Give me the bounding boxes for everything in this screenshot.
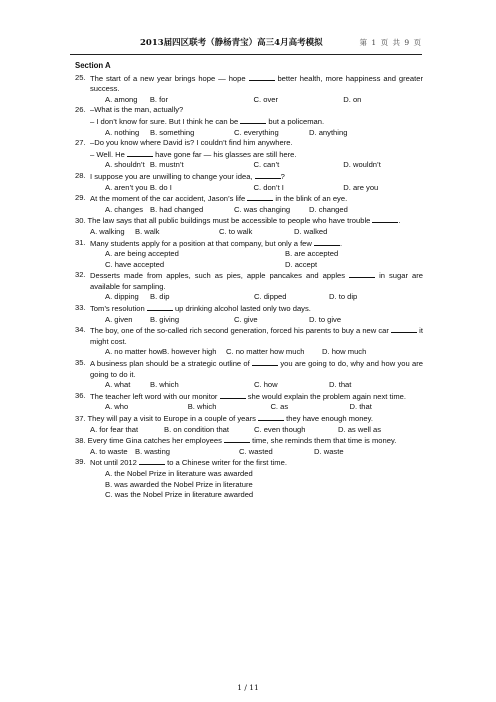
answer-option[interactable]: D. changed bbox=[309, 204, 348, 214]
answer-option[interactable]: B. had changed bbox=[150, 204, 204, 214]
question-stem bbox=[75, 270, 423, 292]
question-stem-text: At the moment of the car accident, Jason’s life bbox=[90, 194, 248, 204]
answer-option[interactable]: C. how bbox=[254, 380, 278, 390]
answer-blank bbox=[220, 391, 246, 399]
answer-option[interactable]: D. accept bbox=[285, 259, 318, 269]
answer-option[interactable]: A. who bbox=[105, 402, 129, 412]
options-row bbox=[75, 447, 423, 458]
options-row bbox=[90, 380, 423, 391]
answer-option[interactable]: A. to waste bbox=[90, 446, 128, 456]
question-item bbox=[75, 238, 423, 271]
options-row bbox=[90, 160, 423, 171]
question-number: 27. bbox=[75, 138, 86, 148]
question-stem-text: Not until 2012 bbox=[90, 458, 139, 468]
question-stem-text: I suppose you are unwilling to change your idea, bbox=[90, 171, 255, 181]
answer-option[interactable]: C. even though bbox=[254, 424, 306, 434]
answer-option[interactable]: A. given bbox=[105, 314, 133, 324]
question-item bbox=[75, 435, 423, 457]
answer-option[interactable]: D. anything bbox=[309, 127, 348, 137]
question-number: 39. bbox=[75, 457, 86, 467]
question-stem-text: up drinking alcohol lasted only two days. bbox=[172, 304, 311, 314]
answer-blank bbox=[349, 270, 375, 278]
answer-option[interactable]: B. was awarded the Nobel Prize in literature bbox=[105, 479, 253, 489]
answer-option[interactable]: C. don’t I bbox=[253, 182, 284, 192]
answer-blank bbox=[255, 171, 281, 179]
answer-option[interactable]: B. for bbox=[149, 94, 169, 104]
answer-option[interactable]: B. mustn’t bbox=[149, 160, 184, 170]
options-row bbox=[90, 292, 423, 303]
answer-option[interactable]: C. everything bbox=[234, 127, 279, 137]
question-stem-text: better health, more happiness and greater success. bbox=[90, 73, 423, 94]
answer-option[interactable]: D. to dip bbox=[329, 292, 358, 302]
question-number: 35. bbox=[75, 358, 86, 368]
question-stem-text: The boy, one of the so-called rich second generation, forced his parents to buy a new car bbox=[90, 326, 392, 336]
answer-option[interactable]: A. what bbox=[105, 380, 131, 390]
dialogue-reply-text: – Well. He bbox=[90, 149, 127, 159]
dialogue-reply-text: – I don’t know for sure. But I think he can be bbox=[90, 116, 241, 126]
question-stem bbox=[75, 435, 423, 447]
question-item bbox=[75, 457, 423, 500]
answer-option[interactable]: A. walking bbox=[90, 226, 125, 236]
options-row bbox=[90, 183, 423, 194]
dialogue-reply-text: have gone far — his glasses are still here. bbox=[153, 149, 297, 159]
question-stem-text: The teacher left word with our monitor bbox=[90, 391, 220, 401]
question-stem bbox=[75, 237, 423, 250]
section-title: Section A bbox=[75, 61, 111, 70]
question-stem bbox=[75, 303, 423, 315]
question-number: 33. bbox=[75, 303, 86, 313]
question-item bbox=[75, 358, 423, 391]
question-number: 28. bbox=[75, 170, 86, 180]
question-item bbox=[75, 171, 423, 193]
answer-option[interactable]: C. was changing bbox=[234, 204, 291, 214]
question-number: 38. bbox=[75, 436, 88, 446]
page-footer: 1 / 11 bbox=[237, 683, 259, 692]
question-stem-text: it might cost. bbox=[90, 326, 423, 346]
question-stem bbox=[75, 105, 423, 116]
options-row bbox=[90, 95, 423, 106]
answer-option[interactable]: B. however high bbox=[162, 347, 217, 357]
page-header bbox=[70, 36, 422, 55]
question-stem bbox=[75, 390, 423, 403]
question-stem bbox=[75, 457, 423, 469]
answer-option[interactable]: C. no matter how much bbox=[226, 347, 305, 357]
question-stem bbox=[75, 358, 423, 380]
question-stem-text: they have enough money. bbox=[284, 414, 373, 423]
question-number: 37. bbox=[75, 414, 88, 423]
question-item bbox=[75, 303, 423, 325]
question-stem-text: she would explain the problem again next time. bbox=[245, 391, 406, 401]
question-number: 32. bbox=[75, 270, 86, 280]
question-stem bbox=[75, 72, 423, 95]
answer-option[interactable]: B. something bbox=[150, 127, 195, 137]
answer-option[interactable]: D. on bbox=[343, 94, 362, 104]
options-row bbox=[75, 227, 423, 238]
page-indicator: 第 1 页 共 9 页 bbox=[359, 38, 422, 47]
answer-option[interactable]: C. wasted bbox=[239, 446, 273, 456]
answer-option[interactable]: D. are you bbox=[343, 182, 379, 192]
answer-option[interactable]: A. dipping bbox=[105, 292, 139, 302]
answer-option[interactable]: A. changes bbox=[105, 204, 143, 214]
answer-option[interactable]: A. nothing bbox=[105, 127, 140, 137]
answer-option[interactable]: B. giving bbox=[150, 314, 180, 324]
answer-option[interactable]: A. aren’t you bbox=[105, 182, 148, 192]
answer-option[interactable]: D. how much bbox=[322, 347, 367, 357]
answer-blank bbox=[314, 238, 343, 248]
question-item bbox=[75, 138, 423, 171]
answer-blank bbox=[249, 73, 275, 81]
question-item bbox=[75, 73, 423, 106]
question-stem bbox=[75, 193, 423, 205]
answer-option[interactable]: A. no matter how bbox=[105, 347, 163, 357]
options-row bbox=[90, 205, 423, 216]
answer-option[interactable]: C. give bbox=[234, 314, 258, 324]
options-row bbox=[90, 249, 423, 260]
answer-option[interactable]: A. are being accepted bbox=[105, 249, 179, 259]
answer-option[interactable]: D. that bbox=[349, 402, 372, 412]
answer-option[interactable]: D. waste bbox=[314, 446, 344, 456]
question-stem-text: . bbox=[398, 216, 401, 226]
answer-blank bbox=[127, 149, 153, 157]
question-item bbox=[75, 325, 423, 358]
question-item bbox=[75, 391, 423, 413]
question-stem-text: . bbox=[340, 238, 343, 248]
answer-blank bbox=[372, 215, 401, 226]
options-row bbox=[90, 402, 423, 413]
question-stem-text: Many students apply for a position at that company, but only a few bbox=[90, 238, 315, 248]
answer-option[interactable]: C. dipped bbox=[254, 292, 287, 302]
question-number: 30. bbox=[75, 216, 88, 226]
answer-option[interactable]: B. wasting bbox=[135, 446, 171, 456]
question-stem-text: Tom’s resolution bbox=[90, 304, 147, 314]
answer-option[interactable]: A. the Nobel Prize in literature was awarded bbox=[105, 468, 253, 478]
question-stem-text: ? bbox=[280, 171, 285, 181]
answer-blank bbox=[391, 325, 417, 333]
dialogue-reply-text: but a policeman. bbox=[266, 116, 325, 126]
dialogue-reply bbox=[90, 116, 423, 128]
answer-option[interactable]: B. walk bbox=[135, 226, 160, 236]
answer-option[interactable]: A. for fear that bbox=[90, 424, 139, 434]
question-item bbox=[75, 105, 423, 138]
question-number: 26. bbox=[75, 105, 86, 115]
answer-blank bbox=[224, 435, 250, 443]
options-row bbox=[90, 128, 423, 139]
question-stem-text: time, she reminds them that time is money. bbox=[250, 436, 397, 446]
question-stem bbox=[75, 138, 423, 149]
answer-option[interactable]: A. among bbox=[105, 94, 138, 104]
question-stem bbox=[75, 170, 423, 183]
question-stem-text: A business plan should be a strategic outline of bbox=[90, 359, 253, 369]
answer-option[interactable]: B. do I bbox=[149, 182, 172, 192]
answer-option[interactable]: D. as well as bbox=[338, 424, 382, 434]
answer-option[interactable]: C. was the Nobel Prize in literature awarded bbox=[105, 490, 254, 500]
answer-option[interactable]: C. can’t bbox=[253, 160, 280, 170]
question-number: 36. bbox=[75, 390, 86, 400]
question-stem bbox=[75, 413, 423, 425]
question-item bbox=[75, 413, 423, 435]
answer-option[interactable]: B. on condition that bbox=[164, 424, 230, 434]
question-stem-text: Desserts made from apples, such as pies, apple pancakes and apples bbox=[90, 271, 350, 281]
question-item bbox=[75, 215, 423, 237]
question-stem bbox=[75, 325, 423, 347]
answer-option[interactable]: A. shouldn’t bbox=[105, 160, 145, 170]
question-number: 31. bbox=[75, 237, 86, 247]
dialogue-reply bbox=[90, 149, 423, 161]
question-stem-text: –Do you know where David is? I couldn’t find him anywhere. bbox=[90, 138, 293, 148]
answer-option[interactable]: D. that bbox=[329, 380, 352, 390]
answer-option[interactable]: D. wouldn’t bbox=[343, 160, 381, 170]
question-stem-text: The start of a new year brings hope — hope bbox=[90, 73, 249, 83]
question-stem-text: –What is the man, actually? bbox=[90, 105, 184, 115]
answer-blank bbox=[240, 116, 266, 124]
answer-option[interactable]: C. have accepted bbox=[105, 259, 165, 269]
options-row bbox=[90, 469, 423, 480]
answer-blank bbox=[252, 358, 278, 366]
question-stem-text: you are going to do, why and how you are going to do it. bbox=[90, 359, 423, 379]
question-list bbox=[75, 61, 423, 501]
answer-option[interactable]: C. to walk bbox=[219, 226, 253, 236]
answer-option[interactable]: C. over bbox=[253, 94, 279, 104]
answer-blank bbox=[147, 303, 173, 311]
answer-option[interactable]: C. as bbox=[270, 402, 289, 412]
question-stem-text: Every time Gina catches her employees bbox=[87, 436, 224, 446]
exam-title: 2013届四区联考（静杨青宝）高三4月高考模拟 bbox=[140, 38, 323, 48]
options-row bbox=[90, 315, 423, 326]
question-number: 29. bbox=[75, 193, 86, 203]
answer-blank bbox=[247, 193, 273, 201]
answer-option[interactable]: D. to give bbox=[309, 314, 342, 324]
options-row bbox=[90, 260, 423, 271]
options-row bbox=[75, 425, 423, 436]
answer-option[interactable]: D. walked bbox=[294, 226, 328, 236]
question-stem bbox=[75, 215, 423, 227]
question-stem-text: They will pay a visit to Europe in a couple of years bbox=[87, 414, 259, 423]
answer-option[interactable]: B. which bbox=[187, 402, 217, 412]
question-stem-text: The law says that all public buildings must be accessible to people who have trouble bbox=[87, 216, 373, 226]
options-row bbox=[90, 480, 423, 491]
answer-option[interactable]: B. which bbox=[150, 380, 179, 390]
answer-option[interactable]: B. dip bbox=[150, 292, 170, 302]
question-stem-text: to a Chinese writer for the first time. bbox=[164, 458, 287, 468]
options-row bbox=[90, 490, 423, 501]
question-number: 25. bbox=[75, 72, 86, 82]
options-row bbox=[90, 347, 423, 358]
question-number: 34. bbox=[75, 325, 86, 335]
question-stem-text: in the blink of an eye. bbox=[273, 194, 348, 204]
question-item bbox=[75, 270, 423, 303]
answer-blank bbox=[258, 413, 284, 421]
question-stem-text: in sugar are available for sampling. bbox=[90, 271, 423, 291]
question-item bbox=[75, 193, 423, 215]
answer-blank bbox=[139, 457, 165, 465]
answer-option[interactable]: B. are accepted bbox=[285, 249, 339, 259]
